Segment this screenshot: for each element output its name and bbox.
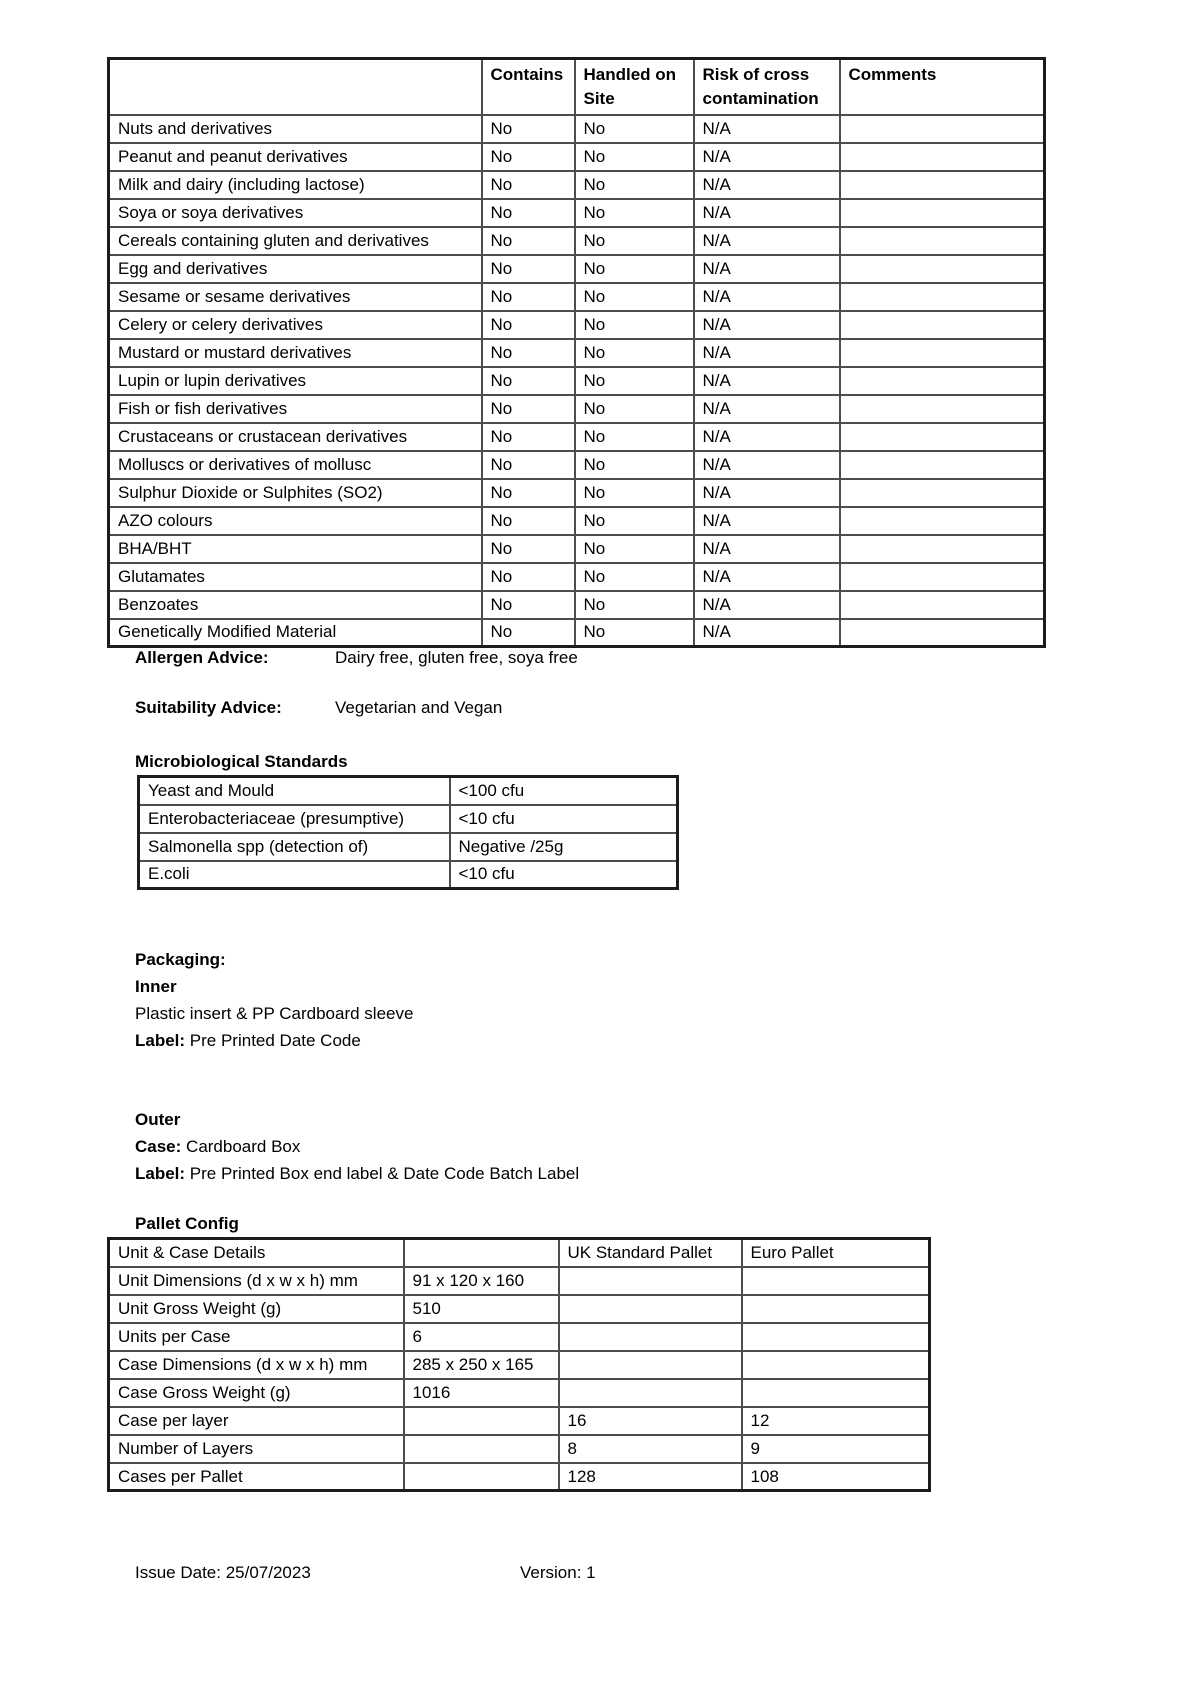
table-cell: No <box>482 535 575 563</box>
pallet-config-heading: Pallet Config <box>135 1214 239 1233</box>
table-row <box>109 227 1045 255</box>
table-cell: 8 <box>559 1435 742 1463</box>
table-cell <box>559 1323 742 1351</box>
table-row <box>109 1295 930 1323</box>
table-cell: No <box>575 591 694 619</box>
table-cell: No <box>575 115 694 143</box>
table-cell: No <box>482 311 575 339</box>
table-cell: Peanut and peanut derivatives <box>109 143 482 171</box>
microbiological-standards-heading: Microbiological Standards <box>135 752 348 771</box>
inner-label-key: Label: <box>135 1031 186 1050</box>
table-cell: E.coli <box>139 861 450 889</box>
table-cell: No <box>575 283 694 311</box>
table-cell: No <box>575 479 694 507</box>
table-row <box>109 283 1045 311</box>
table-cell: 9 <box>742 1435 930 1463</box>
table-cell <box>840 591 1045 619</box>
table-cell: 16 <box>559 1407 742 1435</box>
outer-label-line <box>135 1160 579 1187</box>
table-cell <box>840 171 1045 199</box>
table-cell <box>840 451 1045 479</box>
table-cell: N/A <box>694 395 840 423</box>
table-cell: N/A <box>694 283 840 311</box>
suitability-advice-label: Suitability Advice: <box>135 698 282 717</box>
outer-label-value: Pre Printed Box end label & Date Code Batch Label <box>185 1164 580 1183</box>
table-cell <box>742 1295 930 1323</box>
table-cell: 91 x 120 x 160 <box>404 1267 559 1295</box>
table-cell <box>840 423 1045 451</box>
table-cell: No <box>482 479 575 507</box>
table-row <box>109 143 1045 171</box>
table-cell <box>840 395 1045 423</box>
table-row <box>109 199 1045 227</box>
table-cell: N/A <box>694 451 840 479</box>
table-cell: No <box>575 423 694 451</box>
table-cell <box>840 367 1045 395</box>
table-cell: BHA/BHT <box>109 535 482 563</box>
inner-heading: Inner <box>135 977 177 996</box>
table-cell: 6 <box>404 1323 559 1351</box>
table-cell <box>742 1379 930 1407</box>
table-row <box>109 115 1045 143</box>
outer-label-key: Label: <box>135 1164 186 1183</box>
table-cell: N/A <box>694 479 840 507</box>
inner-label-value: Pre Printed Date Code <box>185 1031 361 1050</box>
table-cell: <100 cfu <box>450 777 678 805</box>
table-cell: N/A <box>694 255 840 283</box>
table-row <box>109 591 1045 619</box>
version-text: Version: 1 <box>520 1563 596 1582</box>
suitability-advice-value: Vegetarian and Vegan <box>335 698 503 717</box>
table-row <box>109 367 1045 395</box>
table-cell: N/A <box>694 339 840 367</box>
table-cell: Unit Dimensions (d x w x h) mm <box>109 1267 404 1295</box>
table-cell <box>742 1351 930 1379</box>
table-cell: No <box>575 395 694 423</box>
table-cell: No <box>575 171 694 199</box>
table-row <box>109 1351 930 1379</box>
column-header: Risk of cross contamination <box>694 59 840 115</box>
table-cell: No <box>482 367 575 395</box>
table-cell <box>840 283 1045 311</box>
table-row <box>109 1435 930 1463</box>
table-cell <box>404 1463 559 1491</box>
table-cell: Salmonella spp (detection of) <box>139 833 450 861</box>
table-cell: No <box>575 507 694 535</box>
table-cell: Genetically Modified Material <box>109 619 482 647</box>
table-cell: 285 x 250 x 165 <box>404 1351 559 1379</box>
table-cell <box>559 1351 742 1379</box>
table-cell: Molluscs or derivatives of mollusc <box>109 451 482 479</box>
table-cell: No <box>575 143 694 171</box>
packaging-heading: Packaging: <box>135 950 226 969</box>
allergen-advice-value: Dairy free, gluten free, soya free <box>335 648 578 667</box>
table-cell: 510 <box>404 1295 559 1323</box>
table-cell: No <box>482 227 575 255</box>
table-row <box>109 451 1045 479</box>
table-cell: No <box>482 199 575 227</box>
table-row <box>109 479 1045 507</box>
column-header: UK Standard Pallet <box>559 1239 742 1267</box>
table-cell: Milk and dairy (including lactose) <box>109 171 482 199</box>
table-cell <box>742 1267 930 1295</box>
table-cell: Case per layer <box>109 1407 404 1435</box>
table-cell <box>742 1323 930 1351</box>
table-cell: Negative /25g <box>450 833 678 861</box>
table-cell <box>840 311 1045 339</box>
table-cell <box>840 255 1045 283</box>
table-row <box>109 423 1045 451</box>
column-header <box>404 1239 559 1267</box>
table-cell: AZO colours <box>109 507 482 535</box>
table-cell: Fish or fish derivatives <box>109 395 482 423</box>
table-cell: No <box>575 311 694 339</box>
table-cell: Unit Gross Weight (g) <box>109 1295 404 1323</box>
table-cell: No <box>482 143 575 171</box>
table-cell: Glutamates <box>109 563 482 591</box>
allergen-table <box>107 57 1046 648</box>
table-cell: No <box>575 255 694 283</box>
table-cell: Benzoates <box>109 591 482 619</box>
table-cell <box>840 227 1045 255</box>
table-cell: <10 cfu <box>450 861 678 889</box>
table-cell <box>404 1435 559 1463</box>
table-cell <box>559 1295 742 1323</box>
outer-heading: Outer <box>135 1110 181 1129</box>
table-cell: No <box>575 199 694 227</box>
table-cell: Sesame or sesame derivatives <box>109 283 482 311</box>
table-cell <box>559 1379 742 1407</box>
table-cell: No <box>482 115 575 143</box>
table-cell <box>840 115 1045 143</box>
outer-case-key: Case: <box>135 1137 182 1156</box>
outer-case-line <box>135 1133 579 1160</box>
table-cell: N/A <box>694 507 840 535</box>
table-cell <box>559 1267 742 1295</box>
table-cell: No <box>575 227 694 255</box>
table-row <box>109 1407 930 1435</box>
table-cell: N/A <box>694 619 840 647</box>
table-header-row <box>109 1239 930 1267</box>
microbiological-standards-table <box>137 775 679 890</box>
table-header-row <box>109 59 1045 115</box>
issue-date-text: Issue Date: 25/07/2023 <box>135 1563 311 1582</box>
column-header <box>109 59 482 115</box>
table-cell <box>840 479 1045 507</box>
table-cell: N/A <box>694 311 840 339</box>
table-cell: Lupin or lupin derivatives <box>109 367 482 395</box>
allergen-advice-line <box>135 648 578 668</box>
column-header: Contains <box>482 59 575 115</box>
table-cell <box>840 143 1045 171</box>
table-row <box>109 1463 930 1491</box>
inner-material-text: Plastic insert & PP Cardboard sleeve <box>135 1004 414 1023</box>
table-row <box>139 861 678 889</box>
table-cell: 128 <box>559 1463 742 1491</box>
table-cell: No <box>482 563 575 591</box>
table-cell: Sulphur Dioxide or Sulphites (SO2) <box>109 479 482 507</box>
table-row <box>139 833 678 861</box>
table-cell: Crustaceans or crustacean derivatives <box>109 423 482 451</box>
table-cell: Enterobacteriaceae (presumptive) <box>139 805 450 833</box>
table-cell: Egg and derivatives <box>109 255 482 283</box>
table-cell <box>840 339 1045 367</box>
table-cell: Soya or soya derivatives <box>109 199 482 227</box>
outer-packaging-section <box>135 1106 579 1187</box>
table-cell: 12 <box>742 1407 930 1435</box>
table-row <box>109 563 1045 591</box>
allergen-advice-label: Allergen Advice: <box>135 648 269 667</box>
table-cell: Nuts and derivatives <box>109 115 482 143</box>
table-row <box>109 507 1045 535</box>
table-cell <box>840 199 1045 227</box>
table-cell: N/A <box>694 227 840 255</box>
table-cell: No <box>482 451 575 479</box>
table-cell: No <box>575 563 694 591</box>
table-cell: N/A <box>694 367 840 395</box>
table-cell: No <box>482 591 575 619</box>
inner-label-line <box>135 1027 413 1054</box>
table-cell: Case Gross Weight (g) <box>109 1379 404 1407</box>
table-cell <box>404 1407 559 1435</box>
table-cell: N/A <box>694 591 840 619</box>
table-row <box>139 805 678 833</box>
table-row <box>109 1267 930 1295</box>
table-cell: No <box>575 451 694 479</box>
table-cell: No <box>482 395 575 423</box>
table-cell: No <box>482 171 575 199</box>
table-row <box>109 1323 930 1351</box>
table-cell: N/A <box>694 171 840 199</box>
table-cell: No <box>482 339 575 367</box>
pallet-config-table <box>107 1237 931 1492</box>
table-row <box>109 619 1045 647</box>
table-cell: No <box>482 423 575 451</box>
table-cell: N/A <box>694 143 840 171</box>
table-cell: Number of Layers <box>109 1435 404 1463</box>
table-row <box>109 339 1045 367</box>
table-cell: No <box>575 535 694 563</box>
table-row <box>109 255 1045 283</box>
table-cell: <10 cfu <box>450 805 678 833</box>
table-cell: 108 <box>742 1463 930 1491</box>
table-cell <box>840 535 1045 563</box>
table-cell: No <box>482 507 575 535</box>
table-row <box>109 395 1045 423</box>
table-cell: N/A <box>694 115 840 143</box>
table-cell: Mustard or mustard derivatives <box>109 339 482 367</box>
outer-case-value: Cardboard Box <box>181 1137 301 1156</box>
table-cell: Case Dimensions (d x w x h) mm <box>109 1351 404 1379</box>
column-header: Handled on Site <box>575 59 694 115</box>
column-header: Comments <box>840 59 1045 115</box>
table-cell: Cereals containing gluten and derivatives <box>109 227 482 255</box>
table-cell: No <box>575 367 694 395</box>
column-header: Unit & Case Details <box>109 1239 404 1267</box>
table-cell: No <box>482 283 575 311</box>
table-cell: No <box>575 339 694 367</box>
table-row <box>109 311 1045 339</box>
table-cell: No <box>575 619 694 647</box>
table-row <box>109 535 1045 563</box>
table-row <box>109 171 1045 199</box>
table-cell: N/A <box>694 199 840 227</box>
table-cell: No <box>482 255 575 283</box>
packaging-section <box>135 946 413 1054</box>
table-row <box>109 1379 930 1407</box>
table-cell: 1016 <box>404 1379 559 1407</box>
table-cell: Celery or celery derivatives <box>109 311 482 339</box>
table-row <box>139 777 678 805</box>
table-cell: Cases per Pallet <box>109 1463 404 1491</box>
table-cell: Yeast and Mould <box>139 777 450 805</box>
suitability-advice-line <box>135 698 502 718</box>
column-header: Euro Pallet <box>742 1239 930 1267</box>
table-cell: N/A <box>694 563 840 591</box>
table-cell: N/A <box>694 423 840 451</box>
table-cell: No <box>482 619 575 647</box>
table-cell: N/A <box>694 535 840 563</box>
table-cell <box>840 507 1045 535</box>
table-cell: Units per Case <box>109 1323 404 1351</box>
table-cell <box>840 563 1045 591</box>
table-cell <box>840 619 1045 647</box>
